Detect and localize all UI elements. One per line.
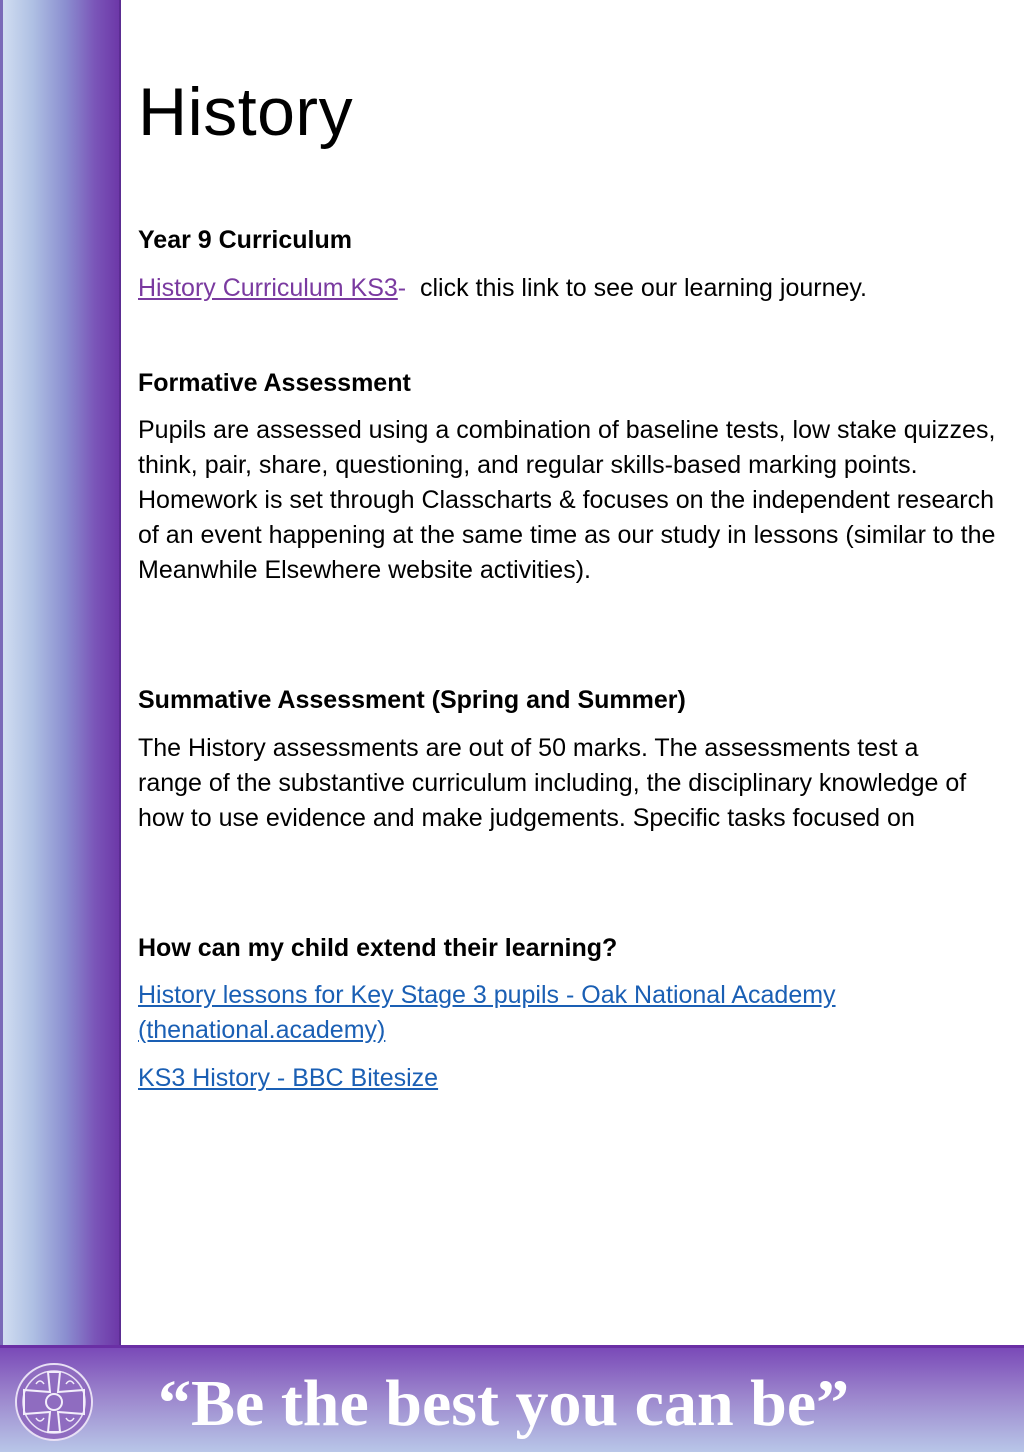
formative-heading: Formative Assessment — [138, 369, 411, 397]
bbc-bitesize-link[interactable]: KS3 History - BBC Bitesize — [138, 1064, 439, 1092]
footer-banner — [0, 1345, 1024, 1452]
summative-heading: Summative Assessment (Spring and Summer) — [138, 686, 686, 714]
formative-body: Pupils are assessed using a combination of baseline tests, low stake quizzes, think, pair, share, questioning, and regular skills-based marking points. Homework is set through Classcharts & focuses on the independent research of an event happening at the same time as our study in lessons (similar to the Meanwhile Elsewhere website activities). — [138, 416, 996, 584]
curriculum-ks3-link[interactable]: History Curriculum KS3 — [138, 274, 398, 302]
oak-national-academy-link[interactable]: History lessons for Key Stage 3 pupils - Oak National Academy (thenational.academy) — [138, 981, 836, 1044]
extend-link-bbc-wrapper — [138, 1061, 1000, 1096]
extend-heading: How can my child extend their learning? — [138, 934, 618, 962]
curriculum-line — [138, 271, 1000, 306]
extend-link-oak-wrapper — [138, 978, 968, 1048]
decorative-side-bar — [0, 0, 121, 1345]
curriculum-heading: Year 9 Curriculum — [138, 226, 352, 254]
summative-body: The History assessments are out of 50 marks. The assessments test a range of the substantive curriculum including, the disciplinary knowledge of how to use evidence and make judgements. Specific tasks focused on — [138, 734, 967, 832]
page-title: History — [138, 74, 354, 150]
school-crest-icon — [14, 1362, 94, 1442]
curriculum-link-description: click this link to see our learning journey. — [406, 274, 867, 302]
school-motto: “Be the best you can be” — [158, 1367, 850, 1440]
curriculum-link-dash: - — [397, 274, 407, 302]
